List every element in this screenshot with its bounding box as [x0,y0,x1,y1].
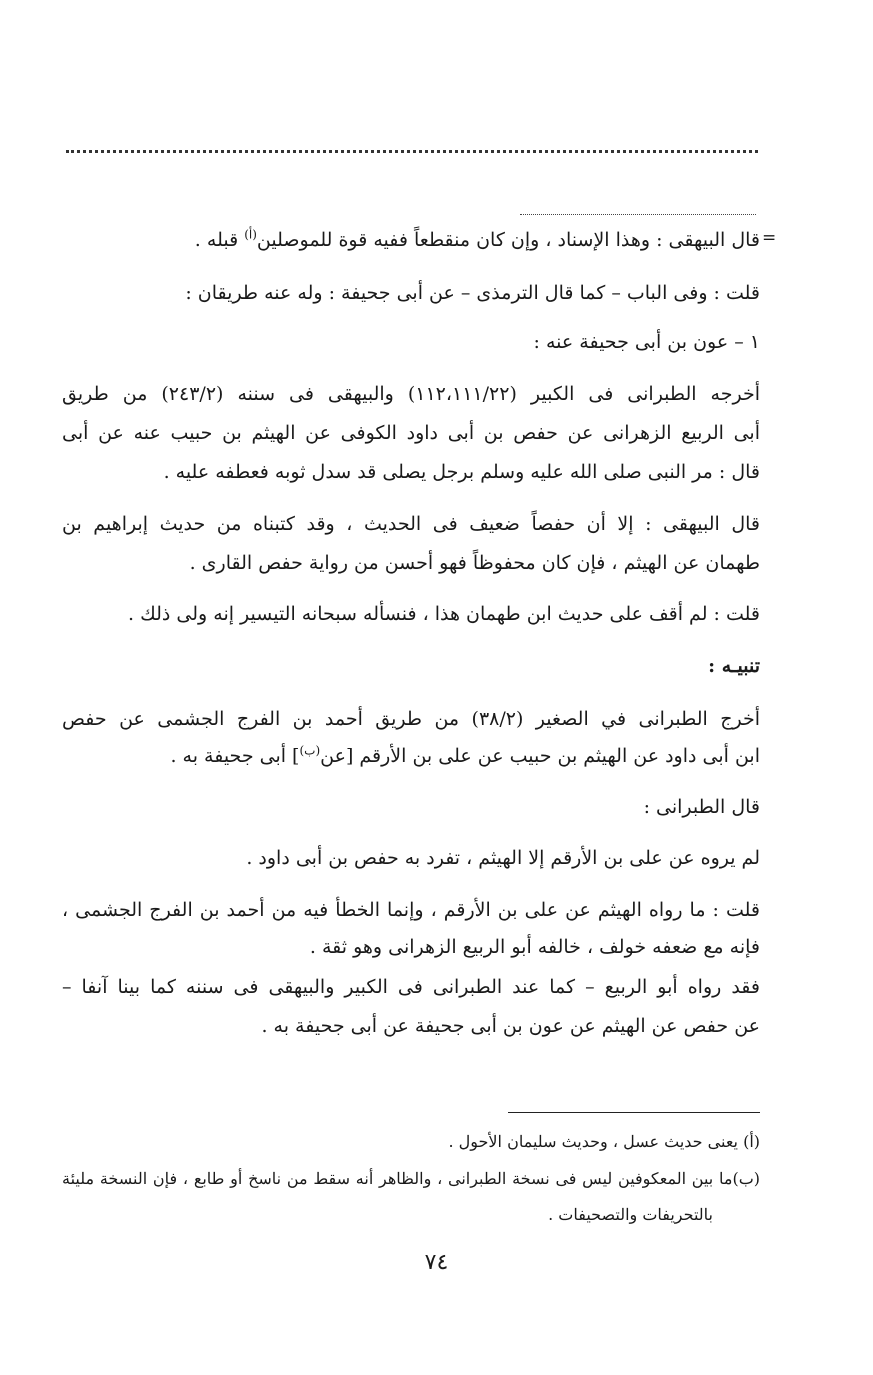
text-line-part: قبله . [194,229,245,251]
footnote-b: (ب)ما بين المعكوفين ليس فى نسخة الطبرانى ، والظاهر أنه سقط من ناسخ أو طابع ، فإن النسخة مليئة [62,1169,760,1188]
text-line-part: ] أبى جحيفة به . [170,745,300,767]
continuation-mark: = [762,228,777,248]
header-dotted-rule [66,150,758,153]
text-line-part: قال البيهقى : وهذا الإسناد ، وإن كان منقطعاً ففيه قوة للموصلين [256,229,760,251]
text-line [170,742,760,770]
section-heading: تنبيـه : [708,655,760,677]
text-line-part: ابن أبى داود عن الهيثم بن حبيب عن على بن الأرقم [عن [320,745,760,767]
text-line: ١ – عون بن أبى جحيفة عنه : [533,331,760,353]
text-line: لم يروه عن على بن الأرقم إلا الهيثم ، تفرد به حفص بن أبى داود . [246,847,760,869]
text-line: قال : مر النبى صلى الله عليه وسلم برجل يصلى قد سدل ثوبه فعطفه عليه . [163,461,760,483]
text-line: أخرج الطبرانى في الصغير (٣٨/٢) من طريق أحمد بن الفرج الجشمى عن حفص [62,708,760,730]
text-line: أبى الربيع الزهرانى عن حفص بن أبى داود الكوفى عن الهيثم بن حبيب عنه عن أبى [62,422,760,444]
text-line: فإنه مع ضعفه خولف ، خالفه أبو الربيع الزهرانى وهو ثقة . [309,936,760,958]
text-line: فقد رواه أبو الربيع – كما عند الطبرانى فى الكبير والبيهقى فى سننه كما بينا آنفا – [62,976,760,998]
text-line: قلت : لم أقف على حديث ابن طهمان هذا ، فنسأله سبحانه التيسير إنه ولى ذلك . [128,603,760,625]
text-line: أخرجه الطبرانى فى الكبير (١١٢،١١١/٢٢) والبيهقى فى سننه (٢٤٣/٢) من طريق [62,383,760,405]
text-line: قلت : ما رواه الهيثم عن على بن الأرقم ، وإنما الخطأ فيه من أحمد بن الفرج الجشمى ، [62,899,760,921]
continuation-dotted-rule [520,214,756,215]
text-line: قال الطبرانى : [643,796,760,818]
text-line [195,226,760,254]
page-number: ٧٤ [424,1250,449,1275]
text-line: طهمان عن الهيثم ، فإن كان محفوظاً فهو أحسن من رواية حفص القارى . [189,552,760,574]
footnote-a: (أ) يعنى حديث عسل ، وحديث سليمان الأحول . [448,1132,760,1151]
footnote-separator [508,1112,760,1113]
footnote-b-continued: بالتحريفات والتصحيفات . [548,1205,713,1224]
footnote-ref-b: (ب) [299,743,321,758]
text-line: عن حفص عن الهيثم عن عون بن أبى جحيفة عن أبى جحيفة به . [261,1015,760,1037]
text-line: قال البيهقى : إلا أن حفصاً ضعيف فى الحديث ، وقد كتبناه من حديث إبراهيم بن [62,513,760,535]
text-line: قلت : وفى الباب – كما قال الترمذى – عن أبى جحيفة : وله عنه طريقان : [185,282,760,304]
footnote-ref-a: (أ) [244,227,257,242]
